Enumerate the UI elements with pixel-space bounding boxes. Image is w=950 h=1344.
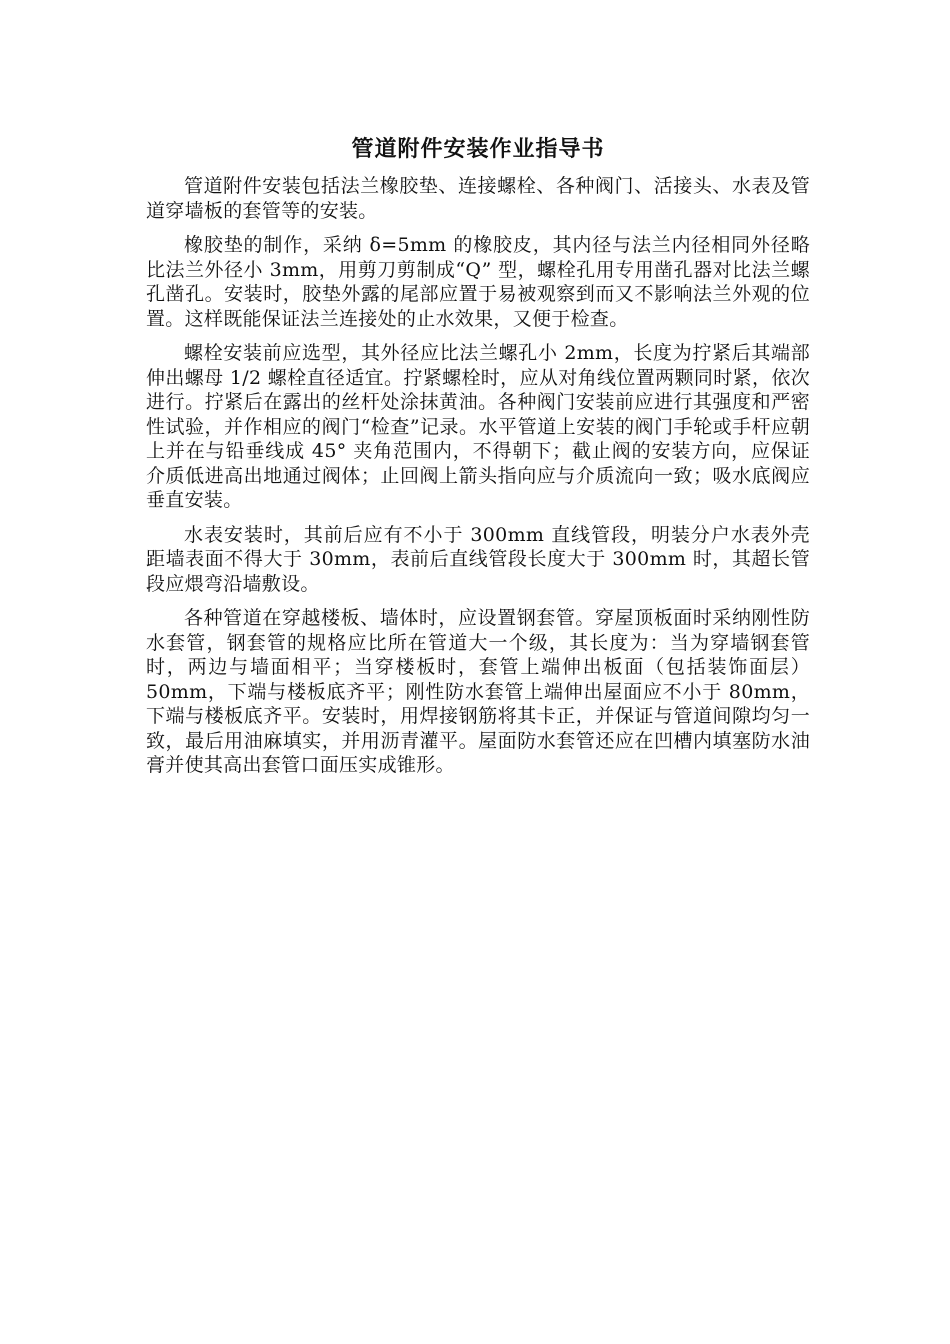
paragraph-casing-pipe: 各种管道在穿越楼板、墙体时，应设置钢套管。穿屋顶板面时采纳刚性防水套管，钢套管的规格应比所在管道大一个级，其长度为：当为穿墙钢套管时，两边与墙面相平；当穿楼板时，套管上端伸出板面（包括装饰面层）50mm，下端与楼板底齐平；刚性防水套管上端伸出屋面应不小于 80mm，下端与楼板底齐平。安装时，用焊接钢筋将其卡正，并保证与管道间隙均匀一致，最后用油麻填实，并用沥青灌平。屋面防水套管还应在凹槽内填塞防水油膏并使其高出套管口面压实成锥形。 <box>146 607 810 776</box>
document-page <box>146 132 810 788</box>
paragraph-bolts-valves: 螺栓安装前应选型，其外径应比法兰螺孔小 2mm，长度为拧紧后其端部伸出螺母 1/2 螺栓直径适宜。拧紧螺栓时，应从对角线位置两颗同时紧，依次进行。拧紧后在露出的丝杆处涂抹黄油。各种阀门安装前应进行其强度和严密性试验，并作相应的阀门“检查”记录。水平管道上安装的阀门手轮或手杆应朝上并在与铅垂线成 45° 夹角范围内，不得朝下；截止阀的安装方向，应保证介质低进高出地通过阀体；止回阀上箭头指向应与介质流向一致；吸水底阀应垂直安装。 <box>146 342 810 511</box>
paragraph-rubber-gasket: 橡胶垫的制作，采纳 δ=5mm 的橡胶皮，其内径与法兰内径相同外径略比法兰外径小 3mm，用剪刀剪制成“Q” 型，螺栓孔用专用凿孔器对比法兰螺孔凿孔。安装时，胶垫外露的尾部应置于易被观察到而又不影响法兰外观的位置。这样既能保证法兰连接处的止水效果，又便于检查。 <box>146 234 810 330</box>
document-title: 管道附件安装作业指导书 <box>351 137 605 162</box>
paragraph-overview: 管道附件安装包括法兰橡胶垫、连接螺栓、各种阀门、活接头、水表及管道穿墙板的套管等的安装。 <box>146 175 810 222</box>
paragraph-water-meter: 水表安装时，其前后应有不小于 300mm 直线管段，明装分户水表外壳距墙表面不得大于 30mm，表前后直线管段长度大于 300mm 时，其超长管段应煨弯沿墙敷设。 <box>146 523 810 595</box>
